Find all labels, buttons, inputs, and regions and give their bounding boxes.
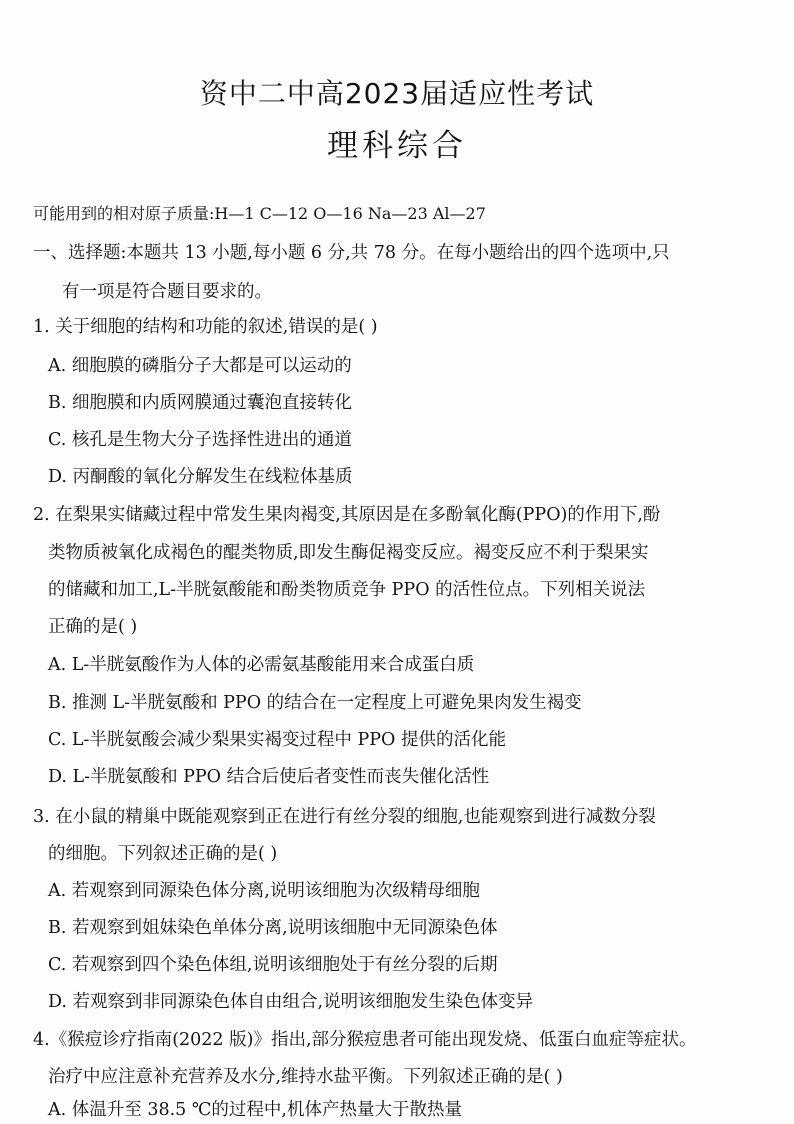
question-option-d: D. L-半胱氨酸和 PPO 结合后使后者变性而丧失催化活性 [48,767,490,787]
question-option-a: A. L-半胱氨酸作为人体的必需氨基酸能用来合成蛋白质 [48,655,475,675]
question-stem-line: 治疗中应注意补充营养及水分,维持水盐平衡。下列叙述正确的是( ) [48,1067,563,1087]
question-option-c: C. 若观察到四个染色体组,说明该细胞处于有丝分裂的后期 [48,955,498,975]
question-stem-line: 1. 关于细胞的结构和功能的叙述,错误的是( ) [33,317,378,337]
question-option-d: D. 丙酮酸的氧化分解发生在线粒体基质 [48,467,353,487]
question-option-c: C. L-半胱氨酸会减少梨果实褐变过程中 PPO 提供的活化能 [48,730,506,750]
question-option-c: C. 核孔是生物大分子选择性进出的通道 [48,430,352,450]
question-option-b: B. 若观察到姐妹染色单体分离,说明该细胞中无同源染色体 [48,918,498,938]
question-option-d: D. 若观察到非同源染色体自由组合,说明该细胞发生染色体变异 [48,992,534,1012]
question-stem-line: 的细胞。下列叙述正确的是( ) [48,844,278,864]
question-stem-line: 的储藏和加工,L-半胱氨酸能和酚类物质竞争 PPO 的活性位点。下列相关说法 [48,580,646,600]
section-instructions-line-1: 一、选择题:本题共 13 小题,每小题 6 分,共 78 分。在每小题给出的四个选项中,只 [33,243,670,263]
question-option-a: A. 细胞膜的磷脂分子大都是可以运动的 [48,356,352,376]
question-option-b: B. 细胞膜和内质网膜通过囊泡直接转化 [48,393,352,413]
question-stem-line: 4.《猴痘诊疗指南(2022 版)》指出,部分猴痘患者可能出现发烧、低蛋白血症等症状。 [33,1030,697,1050]
question-option-a: A. 体温升至 38.5 ℃的过程中,机体产热量大于散热量 [48,1100,462,1120]
question-stem-line: 类物质被氧化成褐色的醌类物质,即发生酶促褐变反应。褐变反应不利于梨果实 [48,543,649,563]
question-stem-line: 正确的是( ) [48,617,138,637]
atomic-masses-line: 可能用到的相对原子质量:H—1 C—12 O—16 Na—23 Al—27 [33,204,486,223]
exam-title: 资中二中高2023届适应性考试 [199,77,595,110]
question-stem-line: 2. 在梨果实储藏过程中常发生果肉褐变,其原因是在多酚氧化酶(PPO)的作用下,酚 [33,505,661,525]
exam-subtitle: 理科综合 [327,128,467,164]
question-option-a: A. 若观察到同源染色体分离,说明该细胞为次级精母细胞 [48,881,480,901]
question-stem-line: 3. 在小鼠的精巢中既能观察到正在进行有丝分裂的细胞,也能观察到进行减数分裂 [33,807,656,827]
section-instructions-line-2: 有一项是符合题目要求的。 [62,282,272,302]
question-option-b: B. 推测 L-半胱氨酸和 PPO 的结合在一定程度上可避免果肉发生褐变 [48,693,582,713]
